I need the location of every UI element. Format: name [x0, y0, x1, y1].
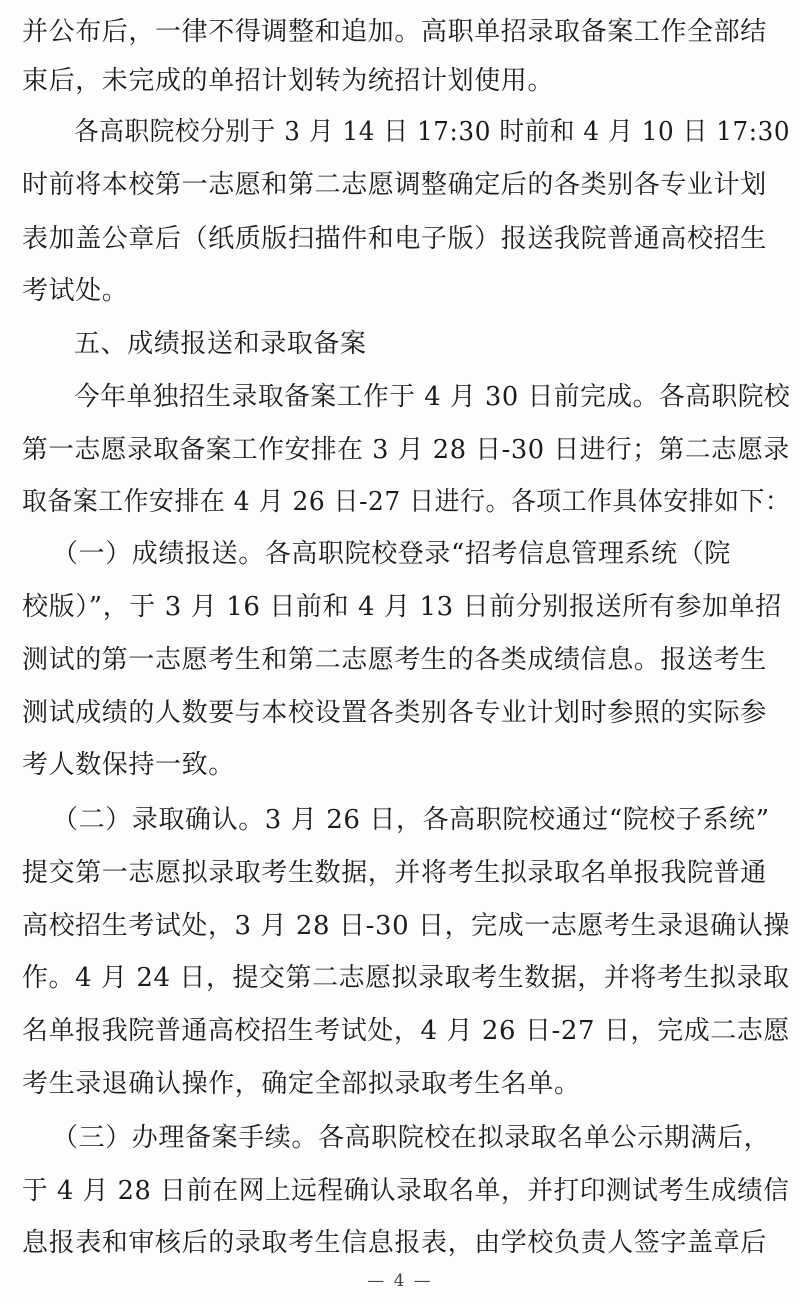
text-line-4 — [0, 157, 800, 213]
text-line-8 — [0, 369, 800, 425]
text-line-17 — [0, 845, 800, 901]
text-line-1 — [0, 4, 800, 60]
line-text: 各高职院校分别于 3 月 14 日 17:30 时前和 4 月 10 日 17:30 — [74, 117, 791, 147]
text-line-21 — [0, 1056, 800, 1112]
line-text: 高校招生考试处，3 月 28 日-30 日，完成一志愿考生录退确认操 — [22, 911, 790, 941]
text-line-22 — [0, 1110, 800, 1166]
section-heading — [0, 316, 800, 372]
line-text: 息报表和审核后的录取考生信息报表，由学校负责人签字盖章后 — [22, 1228, 767, 1258]
line-text: 考试处。 — [22, 276, 129, 306]
text-line-19 — [0, 950, 800, 1006]
text-line-20 — [0, 1003, 800, 1059]
text-line-23 — [0, 1163, 800, 1219]
text-line-12 — [0, 579, 800, 635]
line-text: 时前将本校第一志愿和第二志愿调整确定后的各类别各专业计划 — [22, 170, 767, 200]
line-text: 测试成绩的人数要与本校设置各类别各专业计划时参照的实际参 — [22, 698, 767, 728]
line-text: 名单报我院普通高校招生考试处，4 月 26 日-27 日，完成二志愿 — [22, 1016, 790, 1046]
text-line-6 — [0, 263, 800, 319]
heading-text: 五、成绩报送和录取备案 — [74, 329, 367, 359]
text-line-13 — [0, 632, 800, 688]
text-line-2 — [0, 53, 800, 109]
text-line-9 — [0, 422, 800, 478]
line-text: 并公布后，一律不得调整和追加。高职单招录取备案工作全部结 — [22, 17, 767, 47]
text-line-15 — [0, 737, 800, 793]
line-text: （一）成绩报送。各高职院校登录“招考信息管理系统（院 — [52, 539, 731, 569]
text-line-5 — [0, 211, 800, 267]
line-text: （二）录取确认。3 月 26 日，各高职院校通过“院校子系统” — [52, 805, 770, 835]
line-text: 测试的第一志愿考生和第二志愿考生的各类成绩信息。报送考生 — [22, 645, 767, 675]
line-text: 表加盖公章后（纸质版扫描件和电子版）报送我院普通高校招生 — [22, 224, 767, 254]
line-text: 提交第一志愿拟录取考生数据，并将考生拟录取名单报我院普通 — [22, 858, 767, 888]
line-text: （三）办理备案手续。各高职院校在拟录取名单公示期满后， — [52, 1123, 771, 1153]
line-text: 考人数保持一致。 — [22, 750, 235, 780]
line-text: 第一志愿录取备案工作安排在 3 月 28 日-30 日进行；第二志愿录 — [22, 435, 790, 465]
line-text: 束后，未完成的单招计划转为统招计划使用。 — [22, 66, 555, 96]
text-line-16 — [0, 792, 800, 848]
line-text: 作。4 月 24 日，提交第二志愿拟录取考生数据，并将考生拟录取 — [22, 963, 790, 993]
text-line-24 — [0, 1215, 800, 1271]
line-text: 校版）”，于 3 月 16 日前和 4 月 13 日前分别报送所有参加单招 — [22, 592, 782, 622]
text-line-14 — [0, 685, 800, 741]
line-text: 于 4 月 28 日前在网上远程确认录取名单，并打印测试考生成绩信 — [22, 1176, 790, 1206]
text-line-18 — [0, 898, 800, 954]
text-line-11 — [0, 526, 800, 582]
line-text: 考生录退确认操作，确定全部拟录取考生名单。 — [22, 1069, 581, 1099]
line-text: 今年单独招生录取备案工作于 4 月 30 日前完成。各高职院校 — [74, 382, 791, 412]
text-line-3 — [0, 104, 800, 160]
line-text: 取备案工作安排在 4 月 26 日-27 日进行。各项工作具体安排如下： — [22, 487, 791, 517]
text-line-10 — [0, 474, 800, 530]
page-number: — 4 — — [367, 1271, 433, 1291]
